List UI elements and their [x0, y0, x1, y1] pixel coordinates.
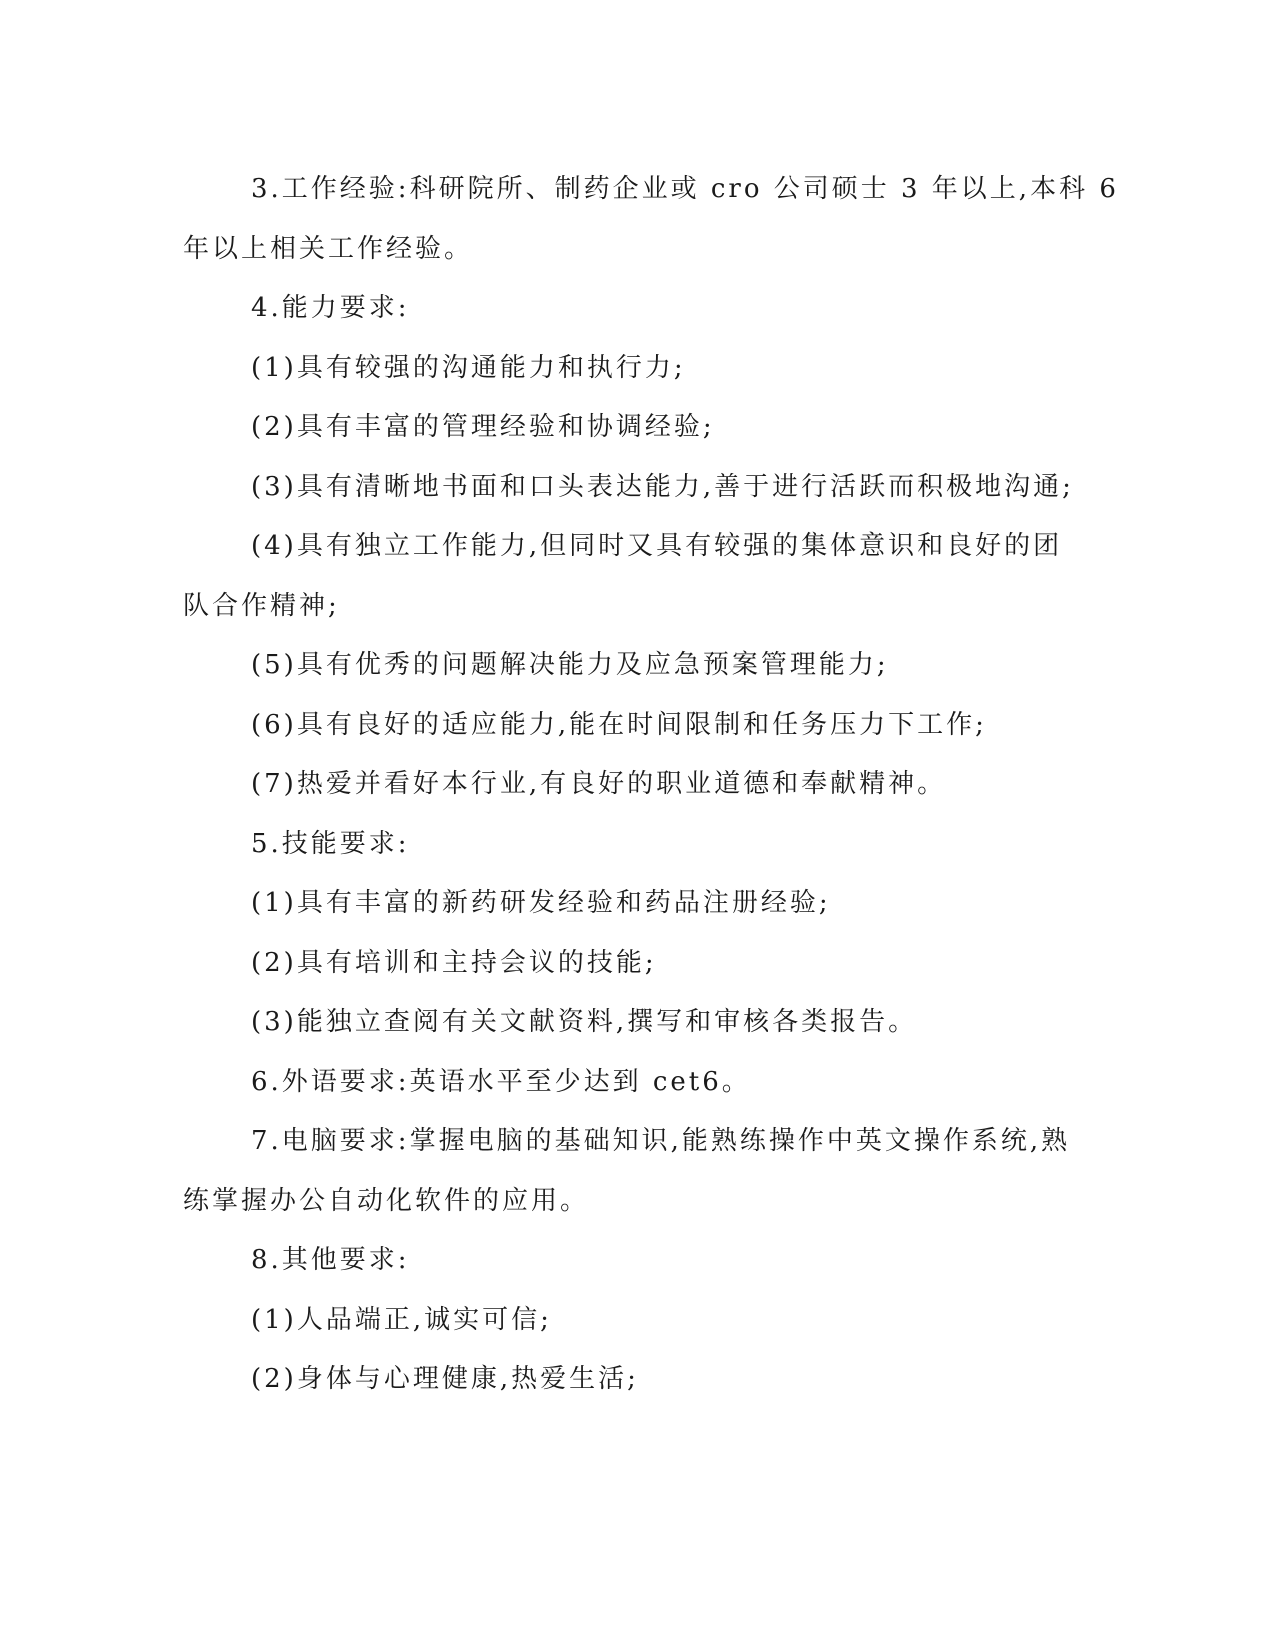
paragraph-work-experience — [183, 160, 1119, 279]
paragraph-line: (4)具有独立工作能力,但同时又具有较强的集体意识和良好的团 — [251, 531, 1063, 561]
paragraph-line-continued: 练掌握办公自动化软件的应用。 — [183, 1185, 590, 1216]
paragraph-language-requirements: 6.外语要求:英语水平至少达到 cet6。 — [251, 1066, 751, 1097]
list-item: (2)具有培训和主持会议的技能; — [251, 947, 657, 978]
list-item — [183, 517, 1063, 636]
list-item: (3)具有清晰地书面和口头表达能力,善于进行活跃而积极地沟通; — [251, 471, 1074, 502]
document-body — [183, 160, 1119, 1410]
list-item: (2)身体与心理健康,热爱生活; — [251, 1364, 639, 1394]
list-item: (7)热爱并看好本行业,有良好的职业道德和奉献精神。 — [251, 769, 947, 799]
paragraph-line-continued: 队合作精神; — [183, 590, 340, 621]
list-item: (2)具有丰富的管理经验和协调经验; — [251, 412, 715, 442]
list-item: (3)能独立查阅有关文献资料,撰写和审核各类报告。 — [251, 1007, 918, 1037]
section-heading-other-requirements: 8.其他要求: — [251, 1245, 410, 1275]
list-item: (6)具有良好的适应能力,能在时间限制和任务压力下工作; — [251, 709, 987, 740]
list-item: (1)具有丰富的新药研发经验和药品注册经验; — [251, 888, 831, 918]
list-item: (5)具有优秀的问题解决能力及应急预案管理能力; — [251, 650, 889, 680]
section-heading-ability-requirements: 4.能力要求: — [251, 293, 410, 323]
paragraph-line: 3.工作经验:科研院所、制药企业或 cro 公司硕士 3 年以上,本科 6 — [251, 174, 1119, 204]
paragraph-line-continued: 年以上相关工作经验。 — [183, 233, 474, 264]
paragraph-line: 7.电脑要求:掌握电脑的基础知识,能熟练操作中英文操作系统,熟 — [251, 1126, 1071, 1156]
list-item: (1)具有较强的沟通能力和执行力; — [251, 352, 686, 383]
paragraph-computer-requirements — [183, 1112, 1071, 1231]
list-item: (1)人品端正,诚实可信; — [251, 1304, 552, 1335]
section-heading-skill-requirements: 5.技能要求: — [251, 828, 410, 859]
